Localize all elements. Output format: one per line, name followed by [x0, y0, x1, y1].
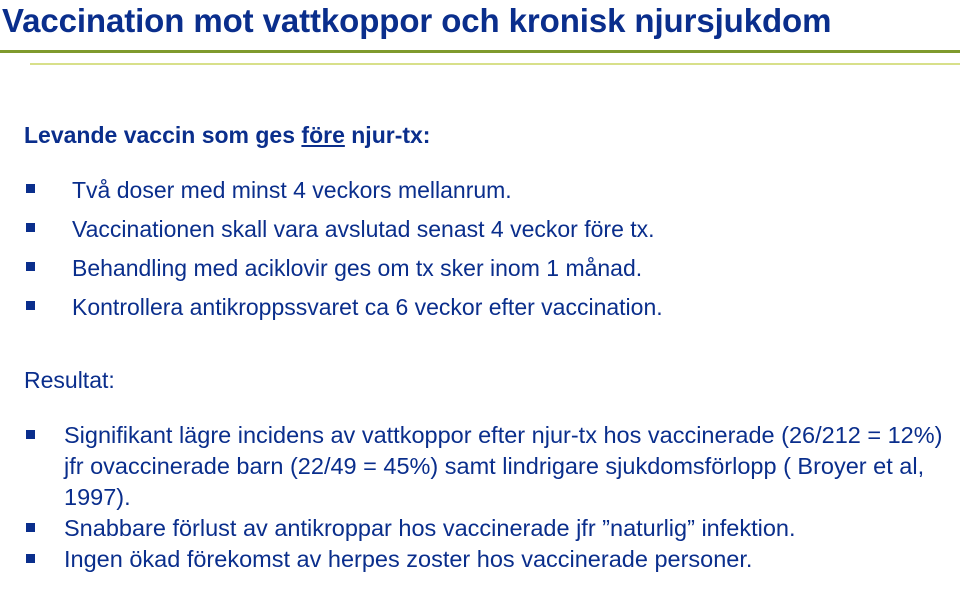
list-item-text: Kontrollera antikroppssvaret ca 6 veckor efter vaccination.: [72, 294, 663, 320]
heading-text-before: Levande vaccin som ges: [24, 122, 302, 148]
square-bullet-icon: [26, 262, 35, 271]
square-bullet-icon: [26, 223, 35, 232]
live-vaccine-bullet-list: [24, 176, 663, 332]
list-item: [24, 176, 663, 215]
list-item-text: Signifikant lägre incidens av vattkoppor efter njur-tx hos vaccinerade (26/212 = 12%) jfr ovaccinerade barn (22/49 = 45%) samt lindrigare sjukdomsförlopp ( Broyer et al, 1997).: [64, 422, 943, 510]
heading-text-after: njur-tx:: [344, 122, 431, 148]
list-item: [24, 254, 663, 293]
list-item: [24, 544, 960, 575]
list-item: [24, 420, 960, 513]
square-bullet-icon: [26, 301, 35, 310]
square-bullet-icon: [26, 184, 35, 193]
square-bullet-icon: [26, 523, 35, 532]
square-bullet-icon: [26, 554, 35, 563]
list-item: [24, 513, 960, 544]
heading-text-underlined: före: [301, 122, 345, 148]
square-bullet-icon: [26, 430, 35, 439]
list-item: [24, 293, 663, 332]
title-divider-light: [30, 63, 960, 65]
section-heading-results: Resultat:: [24, 367, 115, 393]
section-heading-live-vaccine: [24, 122, 430, 149]
list-item-text: Snabbare förlust av antikroppar hos vaccinerade jfr ”naturlig” infektion.: [64, 515, 796, 541]
list-item-text: Behandling med aciklovir ges om tx sker inom 1 månad.: [72, 255, 643, 281]
results-bullet-list: [24, 420, 960, 575]
list-item: [24, 215, 663, 254]
list-item-text: Vaccinationen skall vara avslutad senast 4 veckor före tx.: [72, 216, 655, 242]
slide-title: Vaccination mot vattkoppor och kronisk njursjukdom: [2, 2, 832, 39]
list-item-text: Två doser med minst 4 veckors mellanrum.: [72, 177, 512, 203]
list-item-text: Ingen ökad förekomst av herpes zoster hos vaccinerade personer.: [64, 546, 753, 572]
title-divider-dark: [0, 50, 960, 53]
